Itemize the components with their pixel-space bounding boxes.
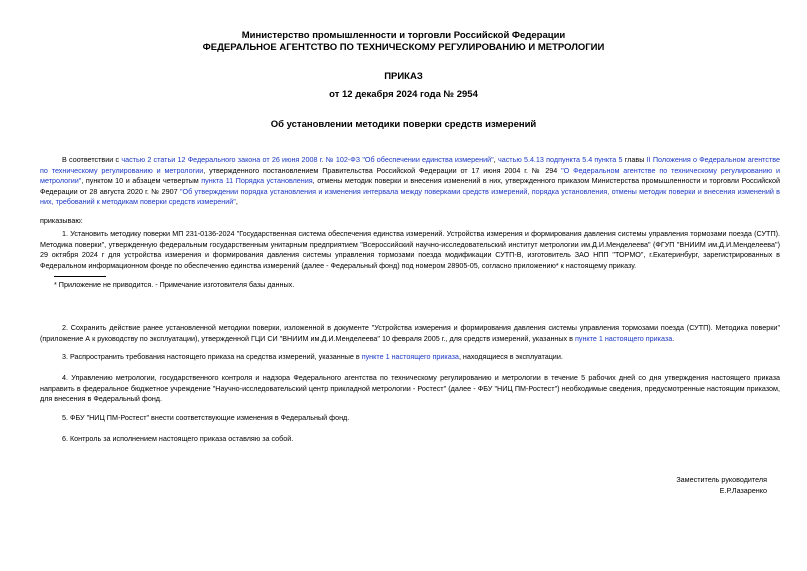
paragraph-2-text-1: 2. Сохранить действие ранее установленной методики поверки, изложенной в документе "Устройства измерения и формирования давления системы управления тормозами поезда (СУТП). Методика поверки" (приложение А к руководству по эксплуатации), утвержденной ГЦИ СИ "ВНИИМ им.Д.И.Менделеева" 10 февраля 2005 г., для средств измерений, указанных в (40, 323, 780, 343)
paragraph-3-link[interactable]: пункте 1 настоящего приказа (361, 352, 459, 361)
clause-reference-link[interactable]: частью 5.4.13 подпункта 5.4 пункта 5 (497, 155, 623, 164)
order-2907-reference-link[interactable]: "Об утверждении порядка установления и изменения интервала между поверками средств измерений, порядка установления, отмены методик поверки и внесения изменений в них, требований к методикам поверки средств измерений" (40, 186, 781, 206)
paragraph-3-text-2: , находящиеся в эксплуатации. (458, 352, 563, 361)
paragraph-3-text-1: 3. Распространить требования настоящего приказа на средства измерений, указанные в (62, 352, 362, 361)
paragraph-2 (40, 323, 780, 344)
preamble-paragraph (40, 155, 780, 208)
order-word: приказываю: (40, 216, 83, 225)
preamble-text-6: , отмены методик поверки и внесения изменений в них, утвержденного приказом Министерства промышленности и торговли Российской Федерации от 28 августа 2020 г. № 2907 (40, 176, 781, 196)
preamble-text-2: , (493, 155, 498, 164)
paragraph-2-link[interactable]: пункте 1 настоящего приказа (574, 333, 673, 343)
order-title: ПРИКАЗ (384, 71, 423, 82)
preamble-text-7: , (235, 197, 238, 206)
order-date: от 12 декабря 2024 года № 2954 (329, 89, 478, 100)
footnote-divider (54, 276, 106, 277)
paragraph-5: 5. ФБУ "НИЦ ПМ-Ростест" внести соответствующие изменения в Федеральный фонд. (62, 413, 350, 422)
signatory-position: Заместитель руководителя (676, 475, 767, 484)
preamble-text-1: В соответствии с (62, 155, 122, 164)
preamble-text-5: , пунктом 10 и абзацем четвертым (81, 176, 202, 185)
law-reference-link[interactable]: частью 2 статьи 12 Федерального закона от 26 июня 2008 г. № 102-ФЗ "Об обеспечении единства измерений" (121, 155, 494, 164)
document-subject: Об установлении методики поверки средств измерений (270, 119, 537, 130)
regulation-reference-link[interactable]: II Положения о Федеральном агентстве по техническому регулированию и метрологии (40, 155, 781, 175)
footnote: * Приложение не приводится. - Примечание изготовителя базы данных. (54, 280, 295, 289)
paragraph-3 (40, 352, 780, 363)
paragraph-1: 1. Установить методику поверки МП 231-0136-2024 "Государственная система обеспечения единства измерений. Устройства измерения и формирования давления системы управления тормозами поезда (СУТП). Методика поверки", утвержденную федеральным государственным унитарным предприятием "Всероссийский научно-исследовательский институт метрологии им.Д.И.Менделеева" (ФГУП "ВНИИМ им.Д.И.Менделеева") 29 октября 2024 г для устройства измерения и формирования давления системы управления тормозами поезда модификации СУТП-В, изготовитель ЗАО НПП "ТОРМО", г.Екатеринбург, зарегистрированных в Федеральном информационном фонде по обеспечению единства измерений (далее - Федеральный фонд) под номером 28905-05, согласно приложению* к настоящему приказу. (40, 229, 780, 270)
preamble-text-4: , утвержденного постановлением Правительства Российской Федерации от 17 июня 2004 г. № 294 (203, 165, 562, 175)
signature-block (676, 475, 767, 496)
signatory-name: Е.Р.Лазаренко (719, 485, 767, 495)
agency-name: ФЕДЕРАЛЬНОЕ АГЕНТСТВО ПО ТЕХНИЧЕСКОМУ РЕГУЛИРОВАНИЮ И МЕТРОЛОГИИ (202, 42, 605, 53)
preamble-text-3: главы (622, 155, 647, 164)
paragraph-4: 4. Управлению метрологии, государственного контроля и надзора Федерального агентства по техническому регулированию и метрологии в течение 5 рабочих дней со дня утверждения настоящего приказа направить в федеральное бюджетное учреждение "Научно-исследовательский центр прикладной метрологии - Ростест" (далее - ФБУ "НИЦ ПМ-Ростест") необходимые сведения, предусмотренные настоящим приказом, для внесения в Федеральный фонд. (40, 373, 780, 403)
decree-reference-link[interactable]: "О Федеральном агентстве по техническому регулированию и метрологии" (40, 165, 781, 185)
paragraph-2-text-2: . (672, 333, 675, 343)
procedure-reference-link[interactable]: пункта 11 Порядка установления (201, 176, 313, 185)
document-header (0, 30, 807, 54)
paragraph-6: 6. Контроль за исполнением настоящего приказа оставляю за собой. (62, 434, 294, 443)
ministry-name: Министерство промышленности и торговли Российской Федерации (241, 30, 566, 41)
